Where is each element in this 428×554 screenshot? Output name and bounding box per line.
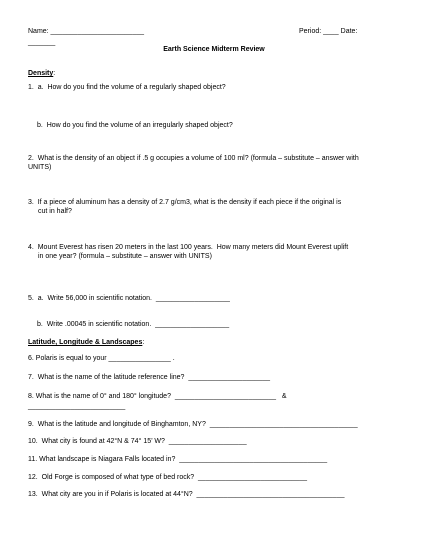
- period-date-line: Period: ____ Date:: [299, 28, 358, 35]
- question-5a: 5. a. Write 56,000 in scientific notation. ___________________: [28, 295, 230, 302]
- question-1b: b. How do you find the volume of an irregularly shaped object?: [37, 122, 233, 129]
- question-10: 10. What city is found at 42°N & 74° 15’ W? ____________________: [28, 438, 247, 445]
- question-11: 11. What landscape is Niagara Falls located in? ______________________________________: [28, 456, 328, 463]
- question-4-continued: in one year? (formula – substitute – answer with UNITS): [38, 253, 212, 260]
- question-12: 12. Old Forge is composed of what type of bed rock? ____________________________: [28, 474, 308, 481]
- question-9: 9. What is the latitude and longitude of Binghamton, NY? ______________________________________: [28, 421, 358, 428]
- question-2: 2. What is the density of an object if .5 g occupies a volume of 100 ml? (formula – substitute – answer with: [28, 155, 359, 162]
- page-title: Earth Science Midterm Review: [163, 46, 265, 53]
- question-4: 4. Mount Everest has risen 20 meters in the last 100 years. How many meters did Mount Everest uplift: [28, 244, 349, 251]
- question-5b: b. Write .00045 in scientific notation. ___________________: [37, 321, 230, 328]
- question-13: 13. What city are you in if Polaris is located at 44°N? ______________________________________: [28, 491, 345, 498]
- question-3-continued: cut in half?: [38, 208, 72, 215]
- question-7: 7. What is the name of the latitude reference line? _____________________: [28, 374, 271, 381]
- question-2-continued: UNITS): [28, 164, 52, 171]
- name-line: Name: ________________________: [28, 28, 144, 35]
- question-1a: 1. a. How do you find the volume of a regularly shaped object?: [28, 84, 226, 91]
- question-8-continued: _________________________: [28, 403, 126, 410]
- date-blank: _______: [28, 39, 56, 46]
- question-3: 3. If a piece of aluminum has a density of 2.7 g/cm3, what is the density if each piece if the original is: [28, 199, 342, 206]
- question-8: 8. What is the name of 0° and 180° longitude? __________________________ &: [28, 393, 287, 400]
- section-heading-latitude: Latitude, Longitude & Landscapes:: [28, 339, 145, 346]
- section-heading-density: Density:: [28, 70, 56, 77]
- question-6: 6. Polaris is equal to your ________________ .: [28, 355, 175, 362]
